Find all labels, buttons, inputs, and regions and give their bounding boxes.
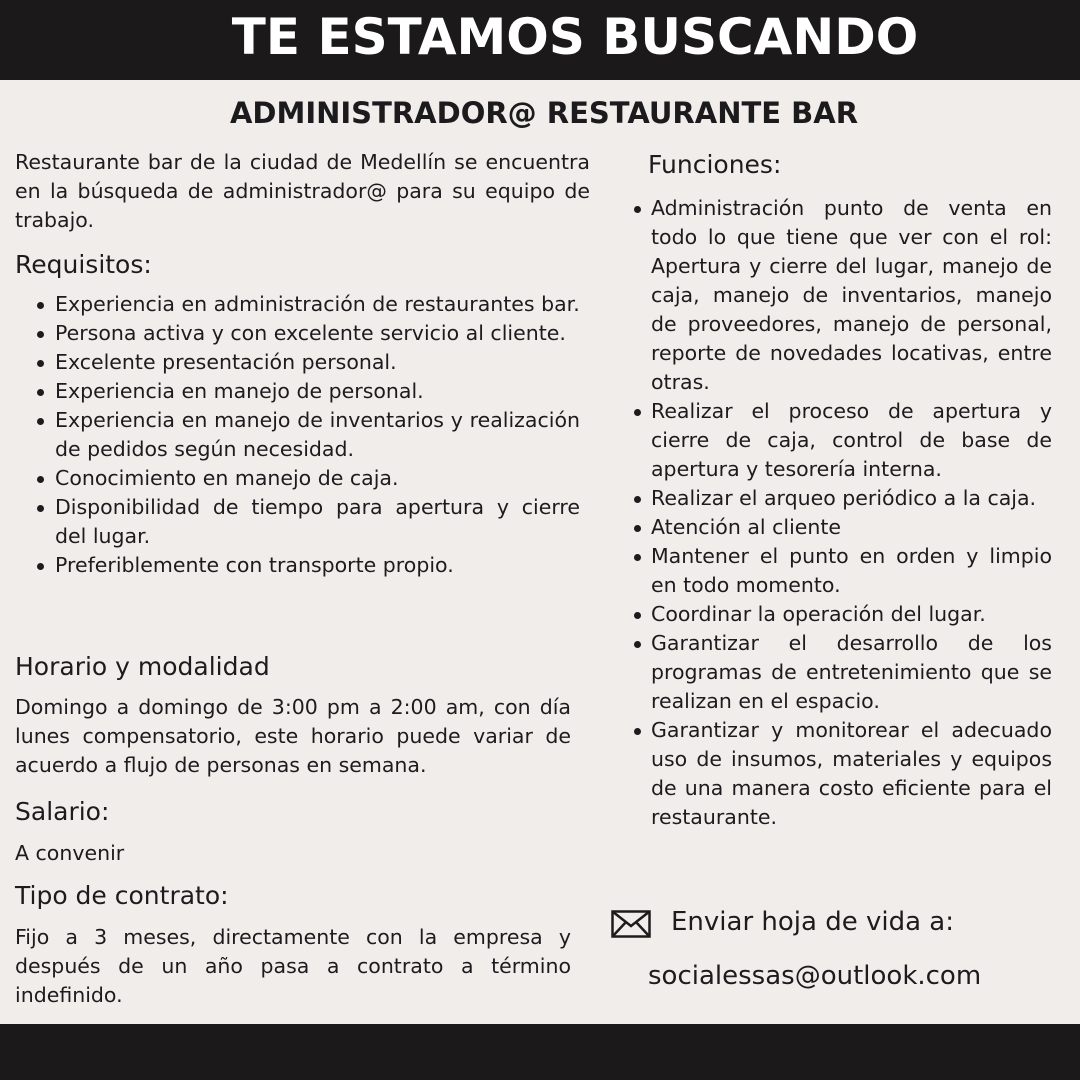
requirements-list-wrap: [15, 290, 580, 580]
job-title: ADMINISTRADOR@ RESTAURANTE BAR: [229, 96, 859, 130]
list-item: Experiencia en manejo de personal.: [15, 377, 580, 406]
list-item: Preferiblemente con transporte propio.: [15, 551, 580, 580]
requirements-heading: Requisitos:: [15, 250, 152, 279]
list-item: Realizar el arqueo periódico a la caja.: [632, 484, 1052, 513]
salary-heading: Salario:: [15, 797, 110, 826]
list-item: Persona activa y con excelente servicio al cliente.: [15, 319, 580, 348]
schedule-text: Domingo a domingo de 3:00 pm a 2:00 am, con día lunes compensatorio, este horario puede variar de acuerdo a flujo de personas en semana.: [15, 695, 571, 777]
list-item: Disponibilidad de tiempo para apertura y cierre del lugar.: [15, 493, 580, 551]
requirements-list: [15, 290, 580, 580]
envelope-icon: [611, 910, 651, 938]
contact-email[interactable]: socialessas@outlook.com: [648, 961, 982, 991]
list-item: Experiencia en administración de restaurantes bar.: [15, 290, 580, 319]
list-item: Mantener el punto en orden y limpio en todo momento.: [632, 542, 1052, 600]
list-item: Realizar el proceso de apertura y cierre de caja, control de base de apertura y tesorería interna.: [632, 397, 1052, 484]
list-item: Excelente presentación personal.: [15, 348, 580, 377]
send-cv-label: Enviar hoja de vida a:: [671, 907, 954, 937]
contract-text: Fijo a 3 meses, directamente con la empresa y después de un año pasa a contrato a término indefinido.: [15, 925, 571, 1007]
contract-heading: Tipo de contrato:: [15, 881, 229, 910]
page-title: TE ESTAMOS BUSCANDO: [231, 8, 919, 66]
salary-text: A convenir: [15, 841, 125, 865]
list-item: Garantizar y monitorear el adecuado uso de insumos, materiales y equipos de una manera costo eficiente para el restaurante.: [632, 716, 1052, 832]
functions-list: [632, 194, 1052, 832]
list-item: Administración punto de venta en todo lo que tiene que ver con el rol: Apertura y cierre del lugar, manejo de caja, manejo de inventarios, manejo de proveedores, manejo de personal, reporte de novedades locativas, entre otras.: [632, 194, 1052, 397]
list-item: Conocimiento en manejo de caja.: [15, 464, 580, 493]
footer-bar: [0, 1024, 1080, 1080]
list-item: Atención al cliente: [632, 513, 1052, 542]
functions-heading: Funciones:: [648, 150, 782, 179]
list-item: Garantizar el desarrollo de los programas de entretenimiento que se realizan en el espacio.: [632, 629, 1052, 716]
schedule-heading: Horario y modalidad: [15, 652, 270, 681]
intro-text: Restaurante bar de la ciudad de Medellín se encuentra en la búsqueda de administrador@ para su equipo de trabajo.: [15, 150, 590, 232]
list-item: Coordinar la operación del lugar.: [632, 600, 1052, 629]
functions-list-wrap: [632, 194, 1052, 832]
list-item: Experiencia en manejo de inventarios y realización de pedidos según necesidad.: [15, 406, 580, 464]
